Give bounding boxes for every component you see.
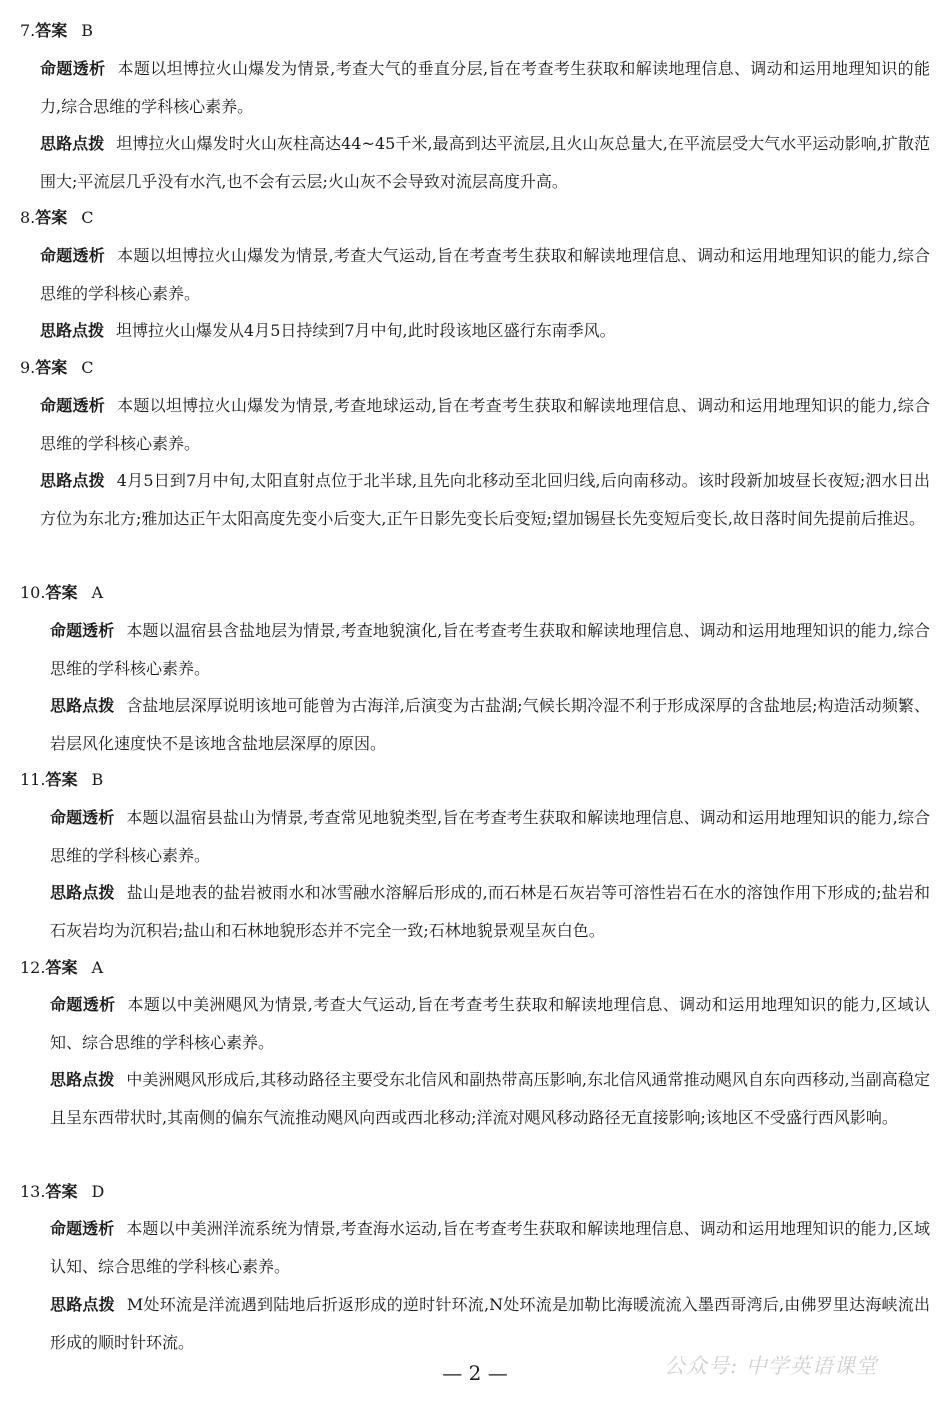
intent-paragraph — [40, 237, 930, 312]
answer-label: 答案 — [45, 1182, 78, 1201]
intent-paragraph — [40, 387, 930, 462]
intent-paragraph — [40, 50, 930, 125]
hint-paragraph — [50, 687, 930, 762]
hint-paragraph — [50, 1286, 930, 1361]
answer-value: B — [91, 770, 104, 789]
hint-label: 思路点拨 — [50, 696, 115, 715]
answer-line — [20, 583, 103, 603]
hint-text: M处环流是洋流遇到陆地后折返形成的逆时针环流,N处环流是加勒比海暖流流入墨西哥湾后,由佛罗里达海峡流出形成的顺时针环流。 — [50, 1295, 930, 1352]
answer-line — [20, 770, 103, 790]
question-number: 11. — [20, 770, 46, 789]
answer-line — [20, 208, 94, 228]
intent-label: 命题透析 — [50, 808, 115, 827]
intent-paragraph — [50, 1210, 930, 1285]
answer-label: 答案 — [35, 208, 68, 227]
answer-label: 答案 — [45, 770, 78, 789]
answer-label: 答案 — [35, 21, 68, 40]
hint-text: 中美洲飓风形成后,其移动路径主要受东北信风和副热带高压影响,东北信风通常推动飓风自东向西移动,当副高稳定且呈东西带状时,其南侧的偏东气流推动飓风向西或西北移动;洋流对飓风移动路径无直接影响;该地区不受盛行西风影响。 — [50, 1070, 930, 1127]
hint-text: 4月5日到7月中旬,太阳直射点位于北半球,且先向北移动至北回归线,后向南移动。该时段新加坡昼长夜短;泗水日出方位为东北方;雅加达正午太阳高度先变小后变大,正午日影先变长后变短;望加锡昼长先变短后变长,故日落时间先提前后推迟。 — [40, 471, 930, 528]
intent-label: 命题透析 — [50, 995, 116, 1014]
page-number: — 2 — — [442, 1361, 508, 1385]
question-number: 9. — [20, 358, 36, 377]
answer-line — [20, 358, 94, 378]
intent-text: 本题以中美洲飓风为情景,考查大气运动,旨在考查考生获取和解读地理信息、调动和运用地理知识的能力,区域认知、综合思维的学科核心素养。 — [50, 995, 930, 1052]
answer-line — [20, 958, 103, 978]
hint-text: 坦博拉火山爆发时火山灰柱高达44~45千米,最高到达平流层,且火山灰总量大,在平流层受大气水平运动影响,扩散范围大;平流层几乎没有水汽,也不会有云层;火山灰不会导致对流层高度升高。 — [40, 134, 930, 191]
hint-paragraph — [50, 874, 930, 949]
hint-label: 思路点拨 — [40, 321, 105, 340]
question-number: 7. — [20, 21, 36, 40]
answer-value: A — [91, 958, 104, 977]
intent-text: 本题以温宿县盐山为情景,考查常见地貌类型,旨在考查考生获取和解读地理信息、调动和运用地理知识的能力,综合思维的学科核心素养。 — [50, 808, 930, 865]
intent-text: 本题以坦博拉火山爆发为情景,考查大气运动,旨在考查考生获取和解读地理信息、调动和运用地理知识的能力,综合思维的学科核心素养。 — [40, 246, 930, 303]
hint-label: 思路点拨 — [40, 471, 105, 490]
intent-label: 命题透析 — [40, 396, 106, 415]
intent-label: 命题透析 — [50, 1219, 115, 1238]
question-number: 10. — [20, 583, 46, 602]
intent-label: 命题透析 — [40, 59, 106, 78]
hint-label: 思路点拨 — [40, 134, 105, 153]
hint-label: 思路点拨 — [50, 1070, 115, 1089]
intent-text: 本题以坦博拉火山爆发为情景,考查地球运动,旨在考查考生获取和解读地理信息、调动和运用地理知识的能力,综合思维的学科核心素养。 — [40, 396, 930, 453]
answer-value: A — [91, 583, 104, 602]
answer-value: C — [81, 208, 94, 227]
hint-label: 思路点拨 — [50, 883, 115, 902]
intent-label: 命题透析 — [40, 246, 106, 265]
hint-text: 含盐地层深厚说明该地可能曾为古海洋,后演变为古盐湖;气候长期冷湿不利于形成深厚的含盐地层;构造活动频繁、岩层风化速度快不是该地含盐地层深厚的原因。 — [50, 696, 930, 753]
hint-paragraph — [50, 1061, 930, 1136]
answer-label: 答案 — [45, 958, 78, 977]
answer-line — [20, 21, 93, 41]
question-number: 8. — [20, 208, 36, 227]
watermark: 公众号: 中学英语课堂 — [664, 1354, 878, 1378]
intent-paragraph — [50, 799, 930, 874]
hint-text: 坦博拉火山爆发从4月5日持续到7月中旬,此时段该地区盛行东南季风。 — [116, 321, 616, 340]
intent-label: 命题透析 — [50, 621, 115, 640]
hint-paragraph — [40, 462, 930, 537]
question-number: 13. — [20, 1182, 46, 1201]
hint-label: 思路点拨 — [50, 1295, 115, 1314]
answer-value: D — [91, 1182, 105, 1201]
answer-label: 答案 — [35, 358, 68, 377]
hint-paragraph — [40, 312, 930, 350]
answer-value: B — [81, 21, 94, 40]
intent-text: 本题以温宿县含盐地层为情景,考查地貌演化,旨在考查考生获取和解读地理信息、调动和运用地理知识的能力,综合思维的学科核心素养。 — [50, 621, 930, 678]
answer-line — [20, 1182, 104, 1202]
intent-paragraph — [50, 612, 930, 687]
hint-text: 盐山是地表的盐岩被雨水和冰雪融水溶解后形成的,而石林是石灰岩等可溶性岩石在水的溶蚀作用下形成的;盐岩和石灰岩均为沉积岩;盐山和石林地貌形态并不完全一致;石林地貌景观呈灰白色。 — [50, 883, 930, 940]
intent-paragraph — [50, 986, 930, 1061]
question-number: 12. — [20, 958, 46, 977]
intent-text: 本题以坦博拉火山爆发为情景,考查大气的垂直分层,旨在考查考生获取和解读地理信息、调动和运用地理知识的能力,综合思维的学科核心素养。 — [40, 59, 930, 116]
intent-text: 本题以中美洲洋流系统为情景,考查海水运动,旨在考查考生获取和解读地理信息、调动和运用地理知识的能力,区域认知、综合思维的学科核心素养。 — [50, 1219, 930, 1276]
answer-label: 答案 — [45, 583, 78, 602]
hint-paragraph — [40, 125, 930, 200]
answer-value: C — [81, 358, 94, 377]
